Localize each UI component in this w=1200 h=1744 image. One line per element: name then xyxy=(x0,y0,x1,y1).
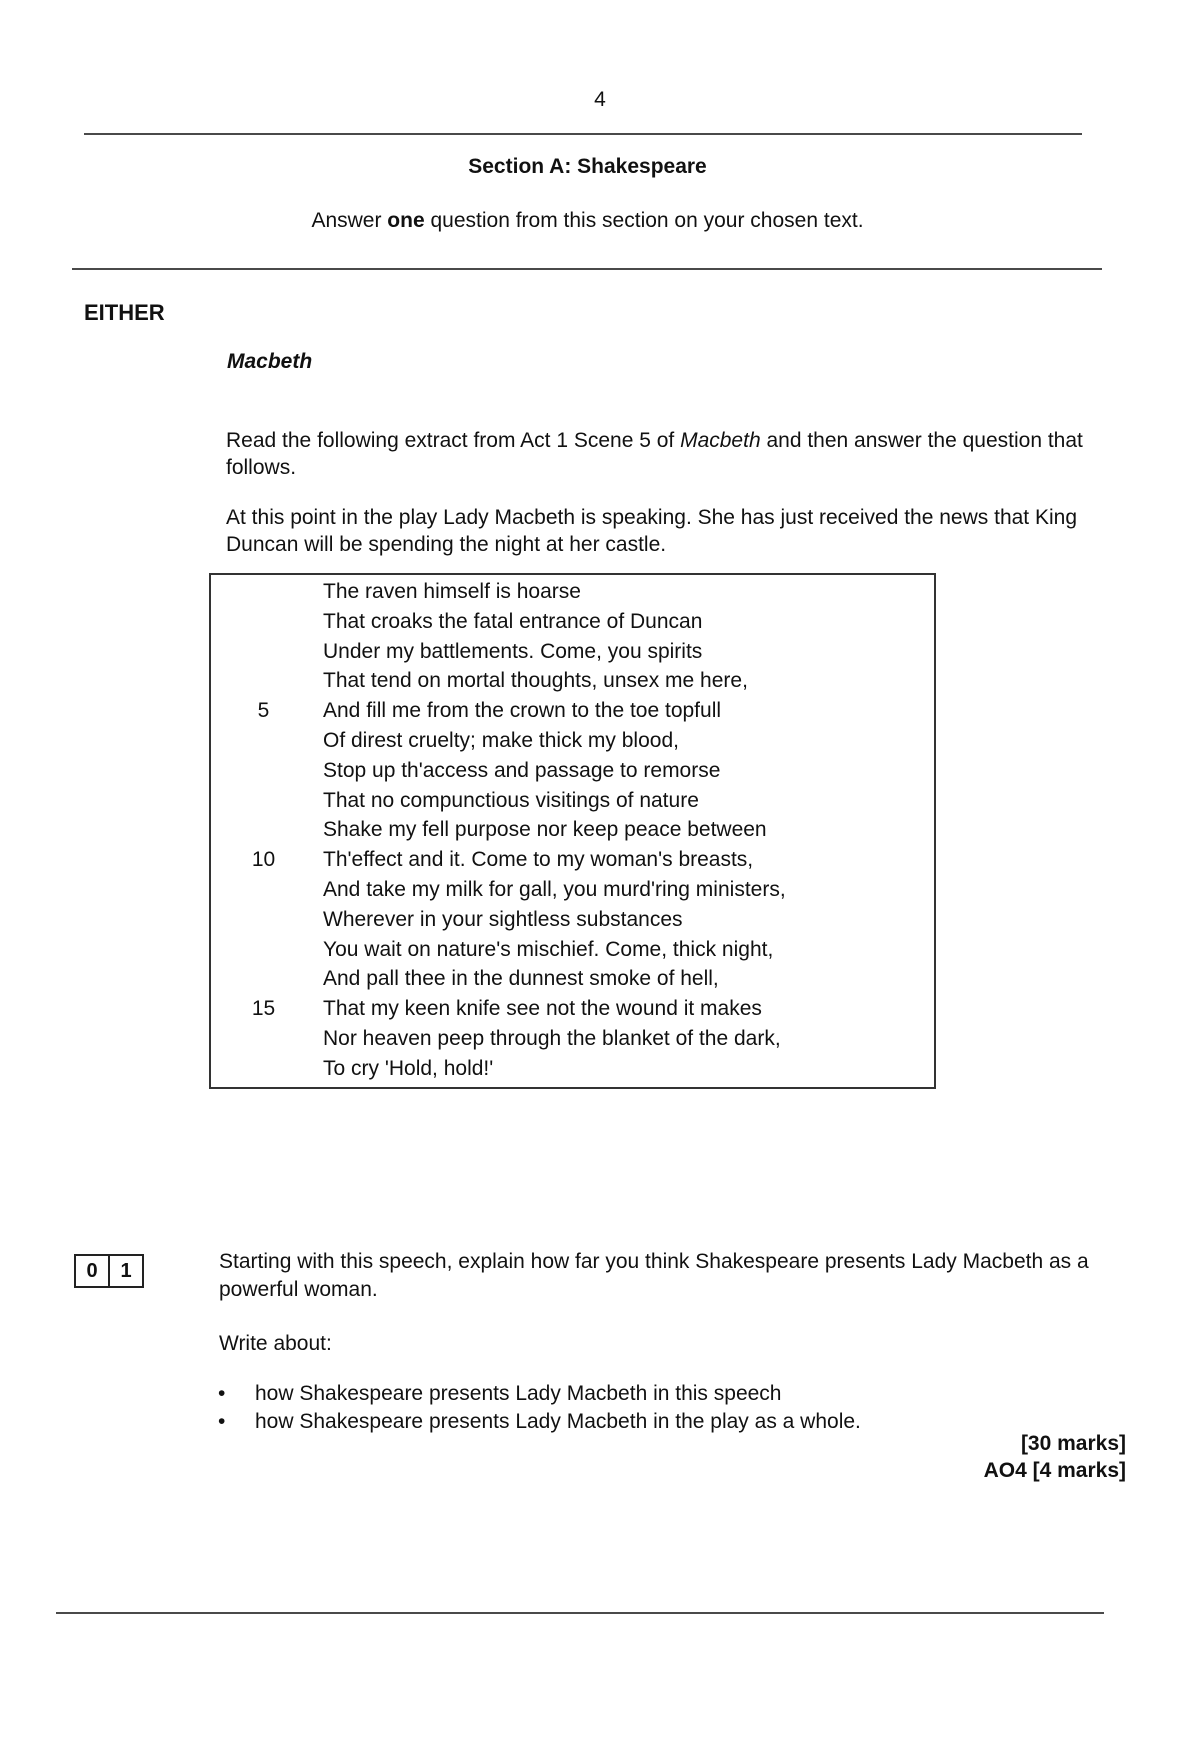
extract-line-text: Stop up th'access and passage to remorse xyxy=(323,758,721,782)
extract-line-text: That no compunctious visitings of nature xyxy=(323,788,699,812)
intro-text-end: and then answer the question that follows. xyxy=(226,429,1083,479)
extract-intro xyxy=(226,427,1106,481)
intro-text: Read the following extract from Act 1 Scene 5 of xyxy=(226,429,681,452)
intro-play-title: Macbeth xyxy=(680,429,761,452)
line-number: 10 xyxy=(251,848,276,872)
line-number: 15 xyxy=(251,997,276,1021)
extract-line-text: Nor heaven peep through the blanket of the dark, xyxy=(323,1027,781,1050)
page-number: 4 xyxy=(594,88,606,111)
instruction-text-end: question from this section on your chosen text. xyxy=(424,209,864,232)
top-divider xyxy=(84,133,1082,135)
extract-line-text: Of direst cruelty; make thick my blood, xyxy=(323,729,679,752)
context-paragraph: At this point in the play Lady Macbeth is speaking. She has just received the news that King Duncan will be spending the night at her castle. xyxy=(226,506,1078,556)
either-label: EITHER xyxy=(84,300,165,325)
text-title: Macbeth xyxy=(227,350,313,373)
bullet-item: • how Shakespeare presents Lady Macbeth in this speech xyxy=(218,1380,861,1408)
extract-line-text: And pall thee in the dunnest smoke of hell, xyxy=(323,967,719,991)
write-about-label: Write about: xyxy=(219,1332,332,1355)
instruction-emphasis: one xyxy=(387,209,425,232)
question-text: Starting with this speech, explain how far you think Shakespeare presents Lady Macbeth as a powerful woman. xyxy=(219,1250,1089,1301)
extract-line-text: Wherever in your sightless substances xyxy=(323,907,683,931)
extract-line-text: The raven himself is hoarse xyxy=(323,580,581,603)
bullet-item: • how Shakespeare presents Lady Macbeth in the play as a whole. xyxy=(218,1408,861,1436)
marks-block xyxy=(984,1430,1126,1484)
extract-box xyxy=(209,573,936,1089)
bottom-divider xyxy=(56,1612,1104,1614)
bullet-list xyxy=(218,1380,861,1436)
extract-line-text: Th'effect and it. Come to my woman's breasts, xyxy=(323,848,754,872)
extract-line-text: That my keen knife see not the wound it makes xyxy=(323,997,762,1021)
extract-line-text: To cry 'Hold, hold!' xyxy=(323,1056,494,1080)
question-number-box xyxy=(74,1254,144,1288)
question-number-digit: 1 xyxy=(108,1256,142,1286)
extract-line-text: Under my battlements. Come, you spirits xyxy=(323,639,703,663)
question-number-digit: 0 xyxy=(86,1260,98,1282)
extract-line-text: And take my milk for gall, you murd'ring ministers, xyxy=(323,878,786,901)
ao4-marks: AO4 [4 marks] xyxy=(983,1459,1126,1482)
extract-line-text: You wait on nature's mischief. Come, thick night, xyxy=(323,937,774,961)
extract-line-text: Shake my fell purpose nor keep peace between xyxy=(323,818,767,842)
section-title: Section A: Shakespeare xyxy=(468,155,707,178)
section-divider xyxy=(72,268,1102,270)
instruction-text: Answer xyxy=(311,209,388,232)
section-instruction xyxy=(0,209,1175,233)
extract-line-text: And fill me from the crown to the toe topfull xyxy=(323,699,722,723)
extract-line-text: That croaks the fatal entrance of Duncan xyxy=(323,609,703,633)
total-marks: [30 marks] xyxy=(1020,1432,1126,1455)
extract-line-text: That tend on mortal thoughts, unsex me here, xyxy=(323,669,748,693)
line-number: 5 xyxy=(257,699,270,723)
